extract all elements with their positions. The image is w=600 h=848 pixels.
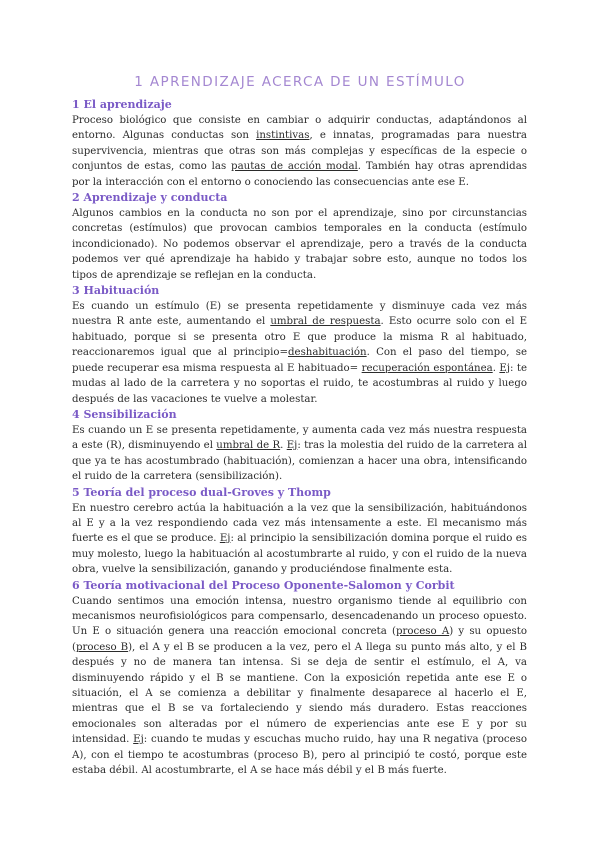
text-run: : te mudas al lado de la carretera y no soportas el ruido, te acostumbras al ruido y luego después de las vacaciones te vuelve a molestar. [72,362,527,405]
section-heading-habituacion: 3 Habituación [72,284,160,298]
example-label: Ej [219,533,231,545]
underlined-term: proceso B [75,641,129,653]
underlined-term: proceso A [396,626,450,638]
text-run: Algunos cambios en la conducta no son por el aprendizaje, sino por circunstancias concretas (estímulos) que provocan cambios temporales en la conducta (estímulo incondicionado). No podemos observar el aprendizaje, pero a través de la conducta podemos ver qué aprendizaje ha habido y trabajar sobre esto, aunque no todos los tipos de aprendizaje se reflejan en la conducta. [72,208,527,281]
example-label: Ej [499,362,510,374]
text-run: . [492,362,500,374]
section-text-proceso-oponente [72,594,527,779]
section-heading-aprendizaje-conducta: 2 Aprendizaje y conducta [72,191,228,205]
underlined-term: umbral de R [216,440,281,452]
text-run: ), el A y el B se producen a la vez, pero el A llega su punto más alto, y el B después y no de manera tan intensa. Si se deja de sentir el estímulo, el A, va disminuyendo rápido y el B se mantiene. Con la exposición repetida ante ese E o situación, el A se comienza a debilitar y finalmente desaparece al hacerlo el E, mientras que el B se va fortaleciendo y siendo más duradero. Estas reacciones emocionales son alteradas por el número de experiencias ante ese E y por su intensidad. [72,641,527,746]
section-heading-aprendizaje: 1 El aprendizaje [72,98,172,111]
section-heading-proceso-dual: 5 Teoría del proceso dual-Groves y Thomp [72,485,331,499]
section-text-habituacion [72,299,527,407]
example-label: Ej [286,440,298,452]
text-run: . Con el paso del tiempo, se puede recuperar esa misma respuesta al E habituado= [72,347,527,374]
text-run: : cuando te mudas y escuchas mucho ruido, hay una R negativa (proceso A), con el tiempo te acostumbras (proceso B), pero al principió te costó, porque este estaba débil. Al acostumbrarte, el A se hace más débil y el B más fuerte. [72,734,527,777]
section-text-proceso-dual [72,501,527,578]
text-run: En nuestro cerebro actúa la habituación a la vez que la sensibilización, habituándonos al E y a la vez respondiendo cada vez más intensamente a este. El mecanismo más fuerte es el que se produce. [72,502,527,545]
text-run: Proceso biológico que consiste en cambiar o adquirir conductas, adaptándonos al entorno. Algunas conductas son [72,115,527,142]
text-run: Es cuando un E se presenta repetidamente, y aumenta cada vez más nuestra respuesta a este (R), disminuyendo el [72,424,527,452]
text-run: : tras la molestia del ruido de la carretera al que ya te has acostumbrado (habituación), comienzan a hacer una obra, intensificando el ruido de la carretera (sensibilización). [72,440,528,483]
underlined-term: deshabituación [288,347,367,359]
document-title: 1 APRENDIZAJE ACERCA DE UN ESTÍMULO [134,74,466,90]
text-run: , e innatas, programadas para nuestra supervivencia, mientras que otras son más complejas y específicas de la especie o conjuntos de estas, como las [72,130,527,173]
document-body [72,97,527,778]
text-run: : al principio la sensibilización domina porque el ruido es muy molesto, luego la habituación al acostumbrarte al ruido, y con el ruido de la nueva obra, vuelve la sensibilización, ganando y produciéndose finalmente esta. [72,533,528,576]
text-run: ) y su opuesto ( [72,626,528,653]
section-text-sensibilizacion [72,423,527,485]
text-run: . [280,440,287,452]
text-run: Es cuando un estímulo (E) se presenta repetidamente y disminuye cada vez más nuestra R ante este, aumentando el [72,301,527,328]
section-heading-proceso-oponente: 6 Teoría motivacional del Proceso Oponente-Salomon y Corbit [72,578,455,592]
example-label: Ej [133,734,144,746]
text-run: . Esto ocurre solo con el E habituado, porque si se presenta otro E que produce la misma R al habituado, reaccionaremos igual que al principio= [72,316,528,359]
section-text-aprendizaje [72,113,527,190]
text-run: Cuando sentimos una emoción intensa, nuestro organismo tiende al equilibrio con mecanismos neurofisiológicos para compensarlo, desencadenando un proceso opuesto. Un E o situación genera una reacción emocional concreta ( [72,595,527,638]
text-run: . También hay otras aprendidas por la interacción con el entorno o conociendo las consecuencias ante ese E. [72,161,528,188]
underlined-term: pautas de acción modal [231,161,358,173]
underlined-term: instintivas [256,130,310,142]
underlined-term: recuperación espontánea [361,362,493,374]
underlined-term: umbral de respuesta [270,316,381,328]
section-heading-sensibilizacion: 4 Sensibilización [72,407,177,421]
section-text-aprendizaje-conducta [72,206,527,283]
